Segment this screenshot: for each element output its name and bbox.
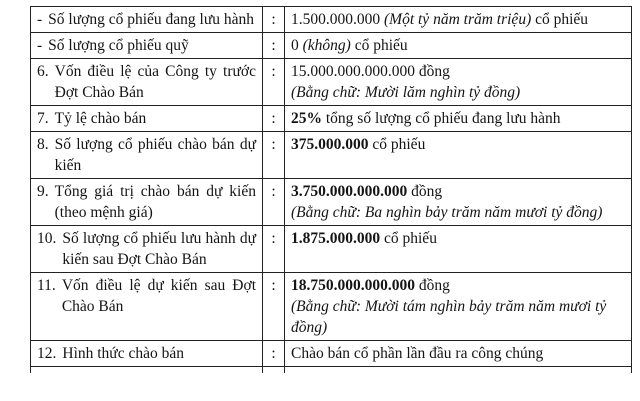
row-label: Vốn điều lệ dự kiến sau Đợt Chào Bán — [61, 277, 256, 315]
row-number: 11. — [37, 277, 56, 294]
table-row — [31, 273, 632, 341]
row-number: 9. — [37, 183, 49, 200]
row-number: 6. — [37, 63, 49, 80]
value-text: 15.000.000.000.000 đồng — [291, 63, 450, 80]
table-row — [31, 226, 632, 273]
row-separator: : — [263, 341, 285, 367]
row-separator: : — [263, 132, 285, 179]
table-row — [31, 59, 632, 106]
row-separator: : — [263, 179, 285, 226]
row-label-cell — [31, 132, 263, 179]
value-italic: (Một tỷ năm trăm triệu) — [384, 11, 532, 28]
row-number: - — [37, 37, 43, 54]
value-bold: 1.875.000.000 — [291, 230, 381, 247]
value-note: (Bằng chữ: Ba nghìn bảy trăm năm mươi tỷ đồng) — [291, 204, 603, 221]
table-row — [31, 341, 632, 367]
row-label: Số lượng cổ phiếu quỹ — [48, 37, 189, 54]
value-italic: (không) — [302, 37, 351, 54]
row-number: - — [37, 11, 43, 28]
value-note: (Bằng chữ: Mười lăm nghìn tỷ đồng) — [291, 84, 521, 101]
row-value-cell — [285, 59, 632, 106]
row-number: 10. — [37, 230, 57, 247]
value-text: 1.500.000.000 — [291, 11, 384, 28]
row-separator: : — [263, 7, 285, 33]
value-text: đồng — [415, 277, 450, 294]
value-text: 0 — [291, 37, 303, 54]
row-separator: : — [263, 106, 285, 132]
row-value-cell — [285, 7, 632, 33]
value-bold: 3.750.000.000.000 — [291, 183, 408, 200]
row-separator: : — [263, 59, 285, 106]
row-label-cell — [31, 341, 263, 367]
row-value-cell — [285, 132, 632, 179]
row-value-cell — [285, 273, 632, 341]
table-row-cutoff — [31, 367, 632, 374]
row-label-cell — [31, 179, 263, 226]
value-text: tổng số lượng cổ phiếu đang lưu hành — [322, 110, 561, 127]
table-row — [31, 33, 632, 59]
row-label-cell — [31, 33, 263, 59]
row-separator: : — [263, 273, 285, 341]
table-row — [31, 179, 632, 226]
row-value-cell — [285, 106, 632, 132]
table-row — [31, 7, 632, 33]
offering-info-table — [30, 6, 632, 373]
value-text: cổ phiếu — [368, 136, 426, 153]
value-bold: 18.750.000.000.000 — [291, 277, 415, 294]
value-tail: cổ phiếu — [531, 11, 589, 28]
row-label: Vốn điều lệ của Công ty trước Đợt Chào Bán — [54, 63, 256, 101]
row-value-cell — [285, 341, 632, 367]
row-label: Tỷ lệ chào bán — [54, 110, 147, 127]
value-text: Chào bán cổ phần lần đầu ra công chúng — [291, 345, 544, 362]
row-number: 8. — [37, 136, 49, 153]
row-value-cell — [285, 33, 632, 59]
table-row — [31, 132, 632, 179]
row-label: Số lượng cổ phiếu lưu hành dự kiến sau Đợt Chào Bán — [62, 230, 256, 268]
row-value-cell — [285, 179, 632, 226]
row-label: Số lượng cổ phiếu đang lưu hành — [48, 11, 254, 28]
row-label-cell — [31, 59, 263, 106]
row-number: 7. — [37, 110, 49, 127]
row-label-cell — [31, 7, 263, 33]
row-label-cell — [31, 273, 263, 341]
row-label: Số lượng cổ phiếu chào bán dự kiến — [54, 136, 256, 174]
value-bold: 375.000.000 — [291, 136, 369, 153]
value-bold: 25% — [291, 110, 322, 127]
row-label: Tổng giá trị chào bán dự kiến (theo mệnh giá) — [54, 183, 256, 221]
row-value-cell — [285, 226, 632, 273]
row-separator: : — [263, 33, 285, 59]
value-text: đồng — [407, 183, 443, 200]
row-label: Hình thức chào bán — [62, 345, 184, 362]
value-note: (Bằng chữ: Mười tám nghìn bảy trăm năm mươi tỷ đồng) — [291, 298, 607, 336]
value-text: cổ phiếu — [380, 230, 437, 247]
value-tail: cổ phiếu — [350, 37, 408, 54]
row-label-cell — [31, 226, 263, 273]
row-separator: : — [263, 226, 285, 273]
row-label-cell — [31, 106, 263, 132]
offering-info-body — [31, 7, 632, 374]
row-number: 12. — [37, 345, 57, 362]
table-row — [31, 106, 632, 132]
